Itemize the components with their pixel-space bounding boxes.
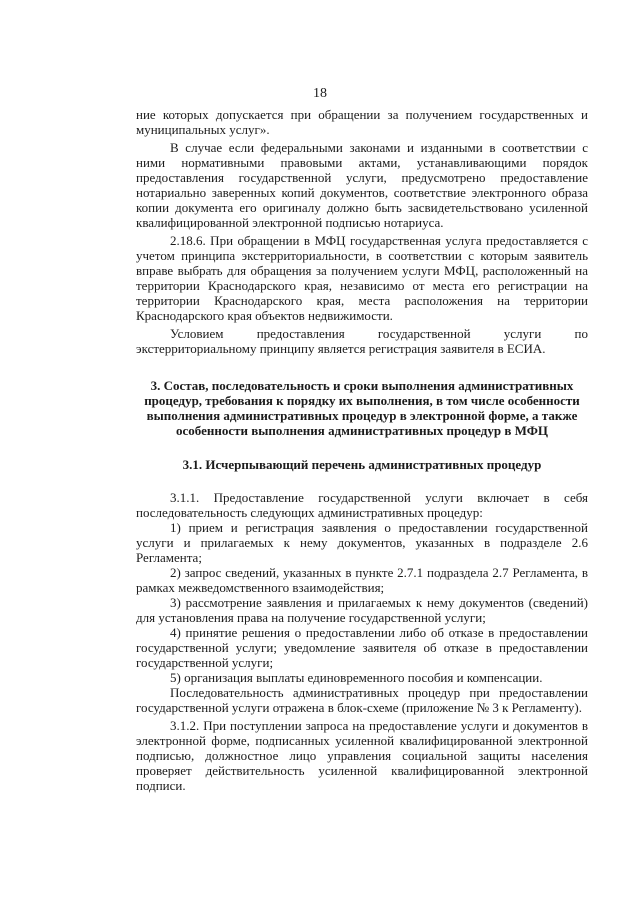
paragraph-notary: В случае если федеральными законами и изданными в соответствии с ними нормативными правовыми актами, устанавливающими порядок предоставления государственной услуги, предусмотрено предоставление нотариально заверенных копий документов, соответствие электронного образа копии документа его оригиналу должно быть засвидетельствовано усиленной квалифицированной электронной подписью нотариуса. (136, 140, 588, 230)
list-item-2: 2) запрос сведений, указанных в пункте 2.7.1 подраздела 2.7 Регламента, в рамках межведомственного взаимодействия; (136, 565, 588, 595)
paragraph-3-1-2: 3.1.2. При поступлении запроса на предоставление услуги и документов в электронной форме, подписанных усиленной квалифицированной электронной подписью, должностное лицо управления социальной защиты населения проверяет действительность усиленной квалифицированной электронной подписи. (136, 718, 588, 793)
list-item-1: 1) прием и регистрация заявления о предоставлении государственной услуги и прилагаемых к нему документов, указанных в подразделе 2.6 Регламента; (136, 520, 588, 565)
document-body (136, 107, 588, 793)
paragraph-continuation: ние которых допускается при обращении за получением государственных и муниципальных услуг». (136, 107, 588, 137)
list-item-5: 5) организация выплаты единовременного пособия и компенсации. (170, 670, 543, 685)
subsection-heading: 3.1. Исчерпывающий перечень административных процедур (182, 457, 542, 472)
paragraph-3-1-1: 3.1.1. Предоставление государственной услуги включает в себя последовательность следующих административных процедур: (136, 490, 588, 520)
page-number: 18 (313, 86, 327, 101)
section-heading: 3. Состав, последовательность и сроки выполнения административных процедур, требования к порядку их выполнения, в том числе особенности выполнения административных процедур в электронной форме, а также особенности выполнения административных процедур в МФЦ (144, 378, 580, 438)
list-item-3: 3) рассмотрение заявления и прилагаемых к нему документов (сведений) для установления права на получение государственной услуги; (136, 595, 588, 625)
paragraph-esia-condition: Условием предоставления государственной услуги по экстерриториальному принципу является регистрация заявителя в ЕСИА. (136, 326, 588, 356)
paragraph-2-18-6: 2.18.6. При обращении в МФЦ государственная услуга предоставляется с учетом принципа экстерриториальности, в соответствии с которым заявитель вправе выбрать для обращения за получением услуги МФЦ, расположенный на территории Краснодарского края, независимо от места его регистрации на территории Краснодарского края, места расположения на территории Краснодарского края объектов недвижимости. (136, 233, 588, 323)
paragraph-sequence-flowchart: Последовательность административных процедур при предоставлении государственной услуги отражена в блок-схеме (приложение № 3 к Регламенту). (136, 685, 588, 715)
list-item-4: 4) принятие решения о предоставлении либо об отказе в предоставлении государственной услуги; уведомление заявителя об отказе в предоставлении государственной услуги; (136, 625, 588, 670)
